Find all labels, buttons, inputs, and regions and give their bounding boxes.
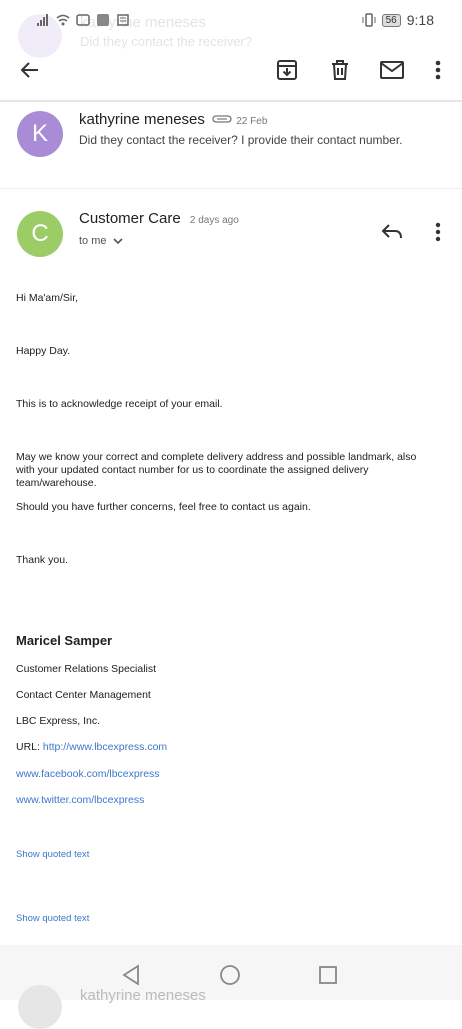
- body-closing: Thank you.: [16, 554, 68, 566]
- back-button[interactable]: [16, 56, 44, 84]
- message-date: 22 Feb: [236, 116, 268, 127]
- archive-button[interactable]: [273, 56, 301, 84]
- facebook-link[interactable]: www.facebook.com/lbcexpress: [16, 768, 160, 780]
- url-label: URL:: [16, 741, 40, 753]
- twitter-link[interactable]: www.twitter.com/lbcexpress: [16, 794, 145, 806]
- body-line: This is to acknowledge receipt of your email.: [16, 398, 223, 410]
- sender-line: [79, 111, 267, 128]
- attachment-icon: [212, 114, 232, 124]
- show-quoted-text-link[interactable]: Show quoted text: [16, 849, 90, 860]
- signature-department: Contact Center Management: [16, 689, 151, 701]
- wifi-icon: [56, 13, 70, 27]
- battery-indicator: 56: [382, 14, 401, 27]
- message-toolbar: [0, 44, 462, 96]
- delete-button[interactable]: [326, 56, 354, 84]
- chevron-down-icon: [113, 238, 123, 245]
- sender-name: Customer Care: [79, 210, 181, 227]
- nav-home-button[interactable]: [219, 964, 241, 986]
- triangle-back-icon: [121, 964, 141, 986]
- message-divider: [0, 188, 462, 189]
- next-message-sender: kathyrine meneses: [80, 987, 206, 1004]
- body-line: May we know your correct and complete delivery address and possible landmark, also with your updated contact number for us to coordinate the assigned delivery team/warehouse.: [16, 451, 417, 489]
- collapsed-message[interactable]: [0, 105, 462, 187]
- more-vert-icon: [435, 59, 441, 81]
- body-greeting: Hi Ma'am/Sir,: [16, 292, 79, 304]
- sender-name: kathyrine meneses: [79, 111, 205, 128]
- sender-avatar: C: [17, 211, 63, 257]
- arrow-left-icon: [19, 59, 41, 81]
- photo-icon: [96, 13, 110, 27]
- background-snippet: Did they contact the receiver?: [80, 34, 252, 49]
- mail-icon: [379, 59, 405, 81]
- signal-icon: [36, 13, 50, 27]
- system-navigation-bar: [0, 950, 462, 998]
- toolbar-divider: [0, 100, 462, 102]
- reply-button[interactable]: [380, 222, 404, 247]
- square-recents-icon: [318, 965, 338, 985]
- signature-url-line: [16, 741, 436, 754]
- body-line: Should you have further concerns, feel free to contact us again.: [16, 501, 311, 513]
- background-sender: kathyrine meneses: [80, 14, 206, 31]
- vibrate-icon: [362, 13, 376, 27]
- status-bar: [0, 0, 462, 40]
- message-more-button[interactable]: [435, 222, 441, 247]
- signature-name: Maricel Samper: [16, 633, 113, 648]
- clock: 9:18: [406, 12, 434, 28]
- message-date: 2 days ago: [189, 215, 239, 226]
- sender-line: [79, 210, 239, 227]
- circle-home-icon: [219, 964, 241, 986]
- recipient-label: to me: [79, 235, 107, 247]
- messenger-icon: [76, 13, 90, 27]
- sender-avatar: K: [17, 111, 63, 157]
- website-link[interactable]: http://www.lbcexpress.com: [42, 741, 168, 753]
- reply-icon: [380, 222, 404, 242]
- recipient-details-toggle[interactable]: [79, 235, 123, 247]
- signature-company: LBC Express, Inc.: [16, 715, 101, 727]
- nav-back-button[interactable]: [120, 964, 142, 986]
- more-vert-icon: [435, 222, 441, 242]
- notification-icon: [116, 13, 130, 27]
- message-snippet: Did they contact the receiver? I provide their contact number.: [79, 133, 403, 147]
- archive-icon: [275, 58, 299, 82]
- open-message-header: [0, 204, 462, 264]
- trash-icon: [328, 58, 352, 82]
- body-line: Happy Day.: [16, 345, 71, 357]
- show-quoted-text-link[interactable]: Show quoted text: [16, 913, 90, 924]
- signature-title: Customer Relations Specialist: [16, 663, 157, 675]
- mark-unread-button[interactable]: [378, 56, 406, 84]
- more-options-button[interactable]: [424, 56, 452, 84]
- nav-recents-button[interactable]: [317, 964, 339, 986]
